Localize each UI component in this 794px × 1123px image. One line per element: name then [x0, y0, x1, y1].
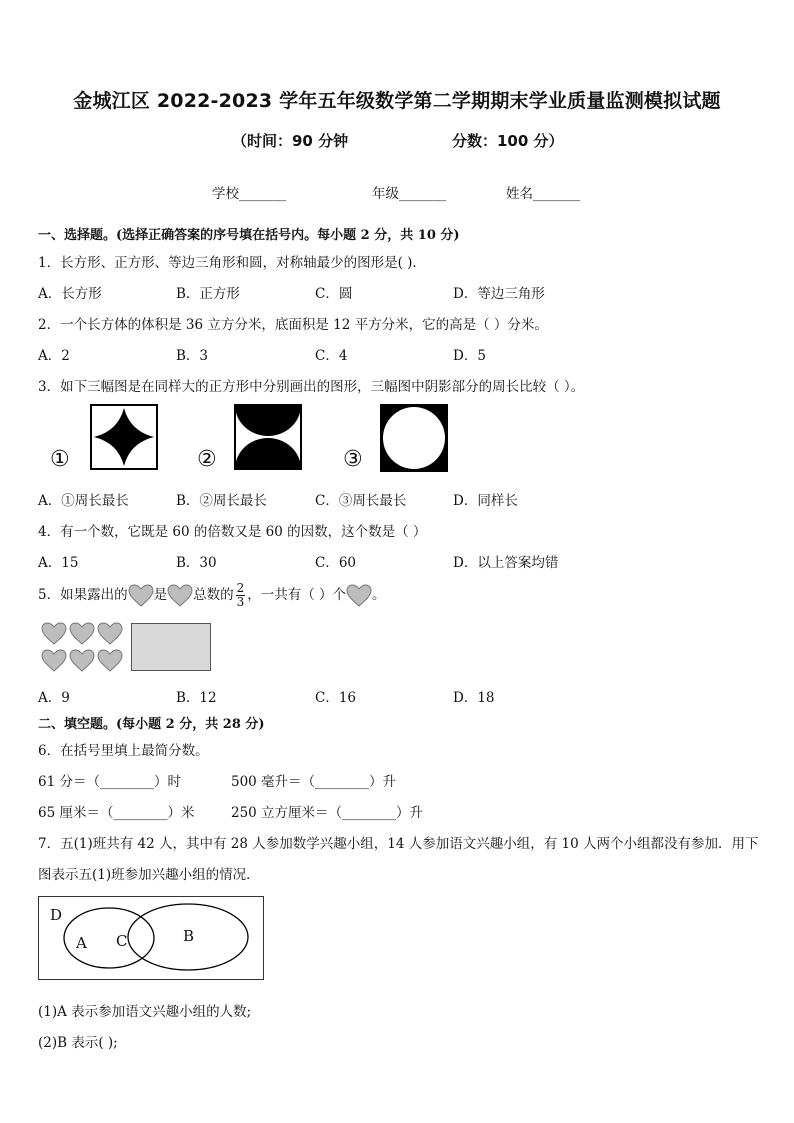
q2-option-a: A．2 [38, 348, 70, 364]
section2-heading: 二、填空题。(每小题 2 分，共 28 分) [38, 717, 265, 732]
q5-text [38, 580, 386, 610]
q3-option-c: C．③周长最长 [315, 493, 407, 509]
venn-label-b: B [183, 927, 195, 945]
q7-text-line1: 7．五(1)班共有 42 人，其中有 28 人参加数学兴趣小组，14 人参加语文兴趣小组，有 10 人两个小组都没有参加．用下 [38, 836, 759, 852]
q2-option-d: D．5 [453, 348, 486, 364]
name-field: 姓名_______ [506, 186, 581, 202]
q6-blank-1: 61 分＝（________）时 [38, 774, 181, 790]
q5-mid2: 总数的 [193, 587, 234, 603]
grade-field: 年级_______ [372, 186, 447, 202]
q3-option-d: D．同样长 [453, 493, 518, 509]
heart-icon [346, 584, 372, 608]
fraction-two-thirds [236, 582, 246, 609]
covered-card [131, 623, 211, 671]
heart-icon [70, 623, 94, 644]
q6-text: 6．在括号里填上最简分数。 [38, 743, 209, 759]
q1-option-c: C．圆 [315, 286, 353, 302]
school-field: 学校_______ [212, 186, 287, 202]
q6-blank-2: 500 毫升＝（________）升 [231, 774, 397, 790]
q5-option-a: A．9 [38, 690, 70, 706]
q5-option-d: D．18 [453, 690, 495, 706]
q3-option-a: A．①周长最长 [38, 493, 129, 509]
heart-icon [98, 623, 122, 644]
heart-icon [42, 623, 66, 644]
q3-text: 3．如下三幅图是在同样大的正方形中分别画出的图形，三幅图中阴影部分的周长比较（ ）。 [38, 379, 585, 395]
q3-option-b: B．②周长最长 [176, 493, 267, 509]
venn-label-a: A [76, 934, 87, 952]
q7-sub1: (1)A 表示参加语文兴趣小组的人数; [38, 1004, 252, 1020]
q5-mid3: ，一共有（ ）个 [247, 587, 347, 603]
figure-2-hourglass-square [234, 404, 302, 470]
q2-option-b: B．3 [176, 348, 209, 364]
q5-prefix: 5．如果露出的 [38, 587, 128, 603]
heart-icon [42, 650, 66, 671]
figure-label-2: ② [197, 447, 217, 472]
q2-option-c: C．4 [315, 348, 348, 364]
q7-sub2: (2)B 表示( ); [38, 1035, 118, 1051]
fraction-numerator: 2 [236, 581, 245, 595]
q4-text: 4．有一个数，它既是 60 的倍数又是 60 的因数，这个数是（ ） [38, 524, 427, 540]
figure-label-3: ③ [343, 447, 363, 472]
exam-time: （时间：90 分钟 [232, 132, 349, 150]
q1-option-a: A．长方形 [38, 286, 102, 302]
q1-option-b: B．正方形 [176, 286, 240, 302]
page-title: 金城江区 2022-2023 学年五年级数学第二学期期末学业质量监测模拟试题 [73, 90, 721, 112]
heart-icon [167, 584, 193, 608]
heart-icon [98, 650, 122, 671]
figure-label-1: ① [50, 447, 70, 472]
fraction-denominator: 3 [236, 595, 245, 609]
heart-icon [128, 584, 154, 608]
q5-option-c: C．16 [315, 690, 357, 706]
q4-option-b: B．30 [176, 555, 217, 571]
section1-heading: 一、选择题。(选择正确答案的序号填在括号内。每小题 2 分，共 10 分) [38, 228, 460, 243]
figure-3-circle-square [380, 404, 448, 472]
venn-label-c: C [116, 932, 128, 950]
q6-blank-3: 65 厘米＝（________）米 [38, 805, 195, 821]
exam-score: 分数：100 分） [452, 132, 564, 150]
q5-option-b: B．12 [176, 690, 217, 706]
q5-suffix: 。 [372, 587, 386, 603]
q6-blank-4: 250 立方厘米＝（________）升 [231, 805, 424, 821]
q1-option-d: D．等边三角形 [453, 286, 545, 302]
q7-text-line2: 图表示五(1)班参加兴趣小组的情况． [38, 867, 260, 883]
q5-mid1: 是 [153, 587, 168, 603]
heart-grid [40, 621, 130, 673]
venn-label-d: D [50, 906, 63, 924]
heart-icon [70, 650, 94, 671]
q4-option-a: A．15 [38, 555, 79, 571]
q4-option-c: C．60 [315, 555, 357, 571]
figure-1-star-square [90, 404, 158, 470]
q4-option-d: D．以上答案均错 [453, 555, 559, 571]
q1-text: 1．长方形、正方形、等边三角形和圆，对称轴最少的图形是( )． [38, 255, 426, 271]
q2-text: 2．一个长方体的体积是 36 立方分米，底面积是 12 平方分米，它的高是（ ）分米。 [38, 317, 548, 333]
venn-diagram [38, 896, 264, 981]
